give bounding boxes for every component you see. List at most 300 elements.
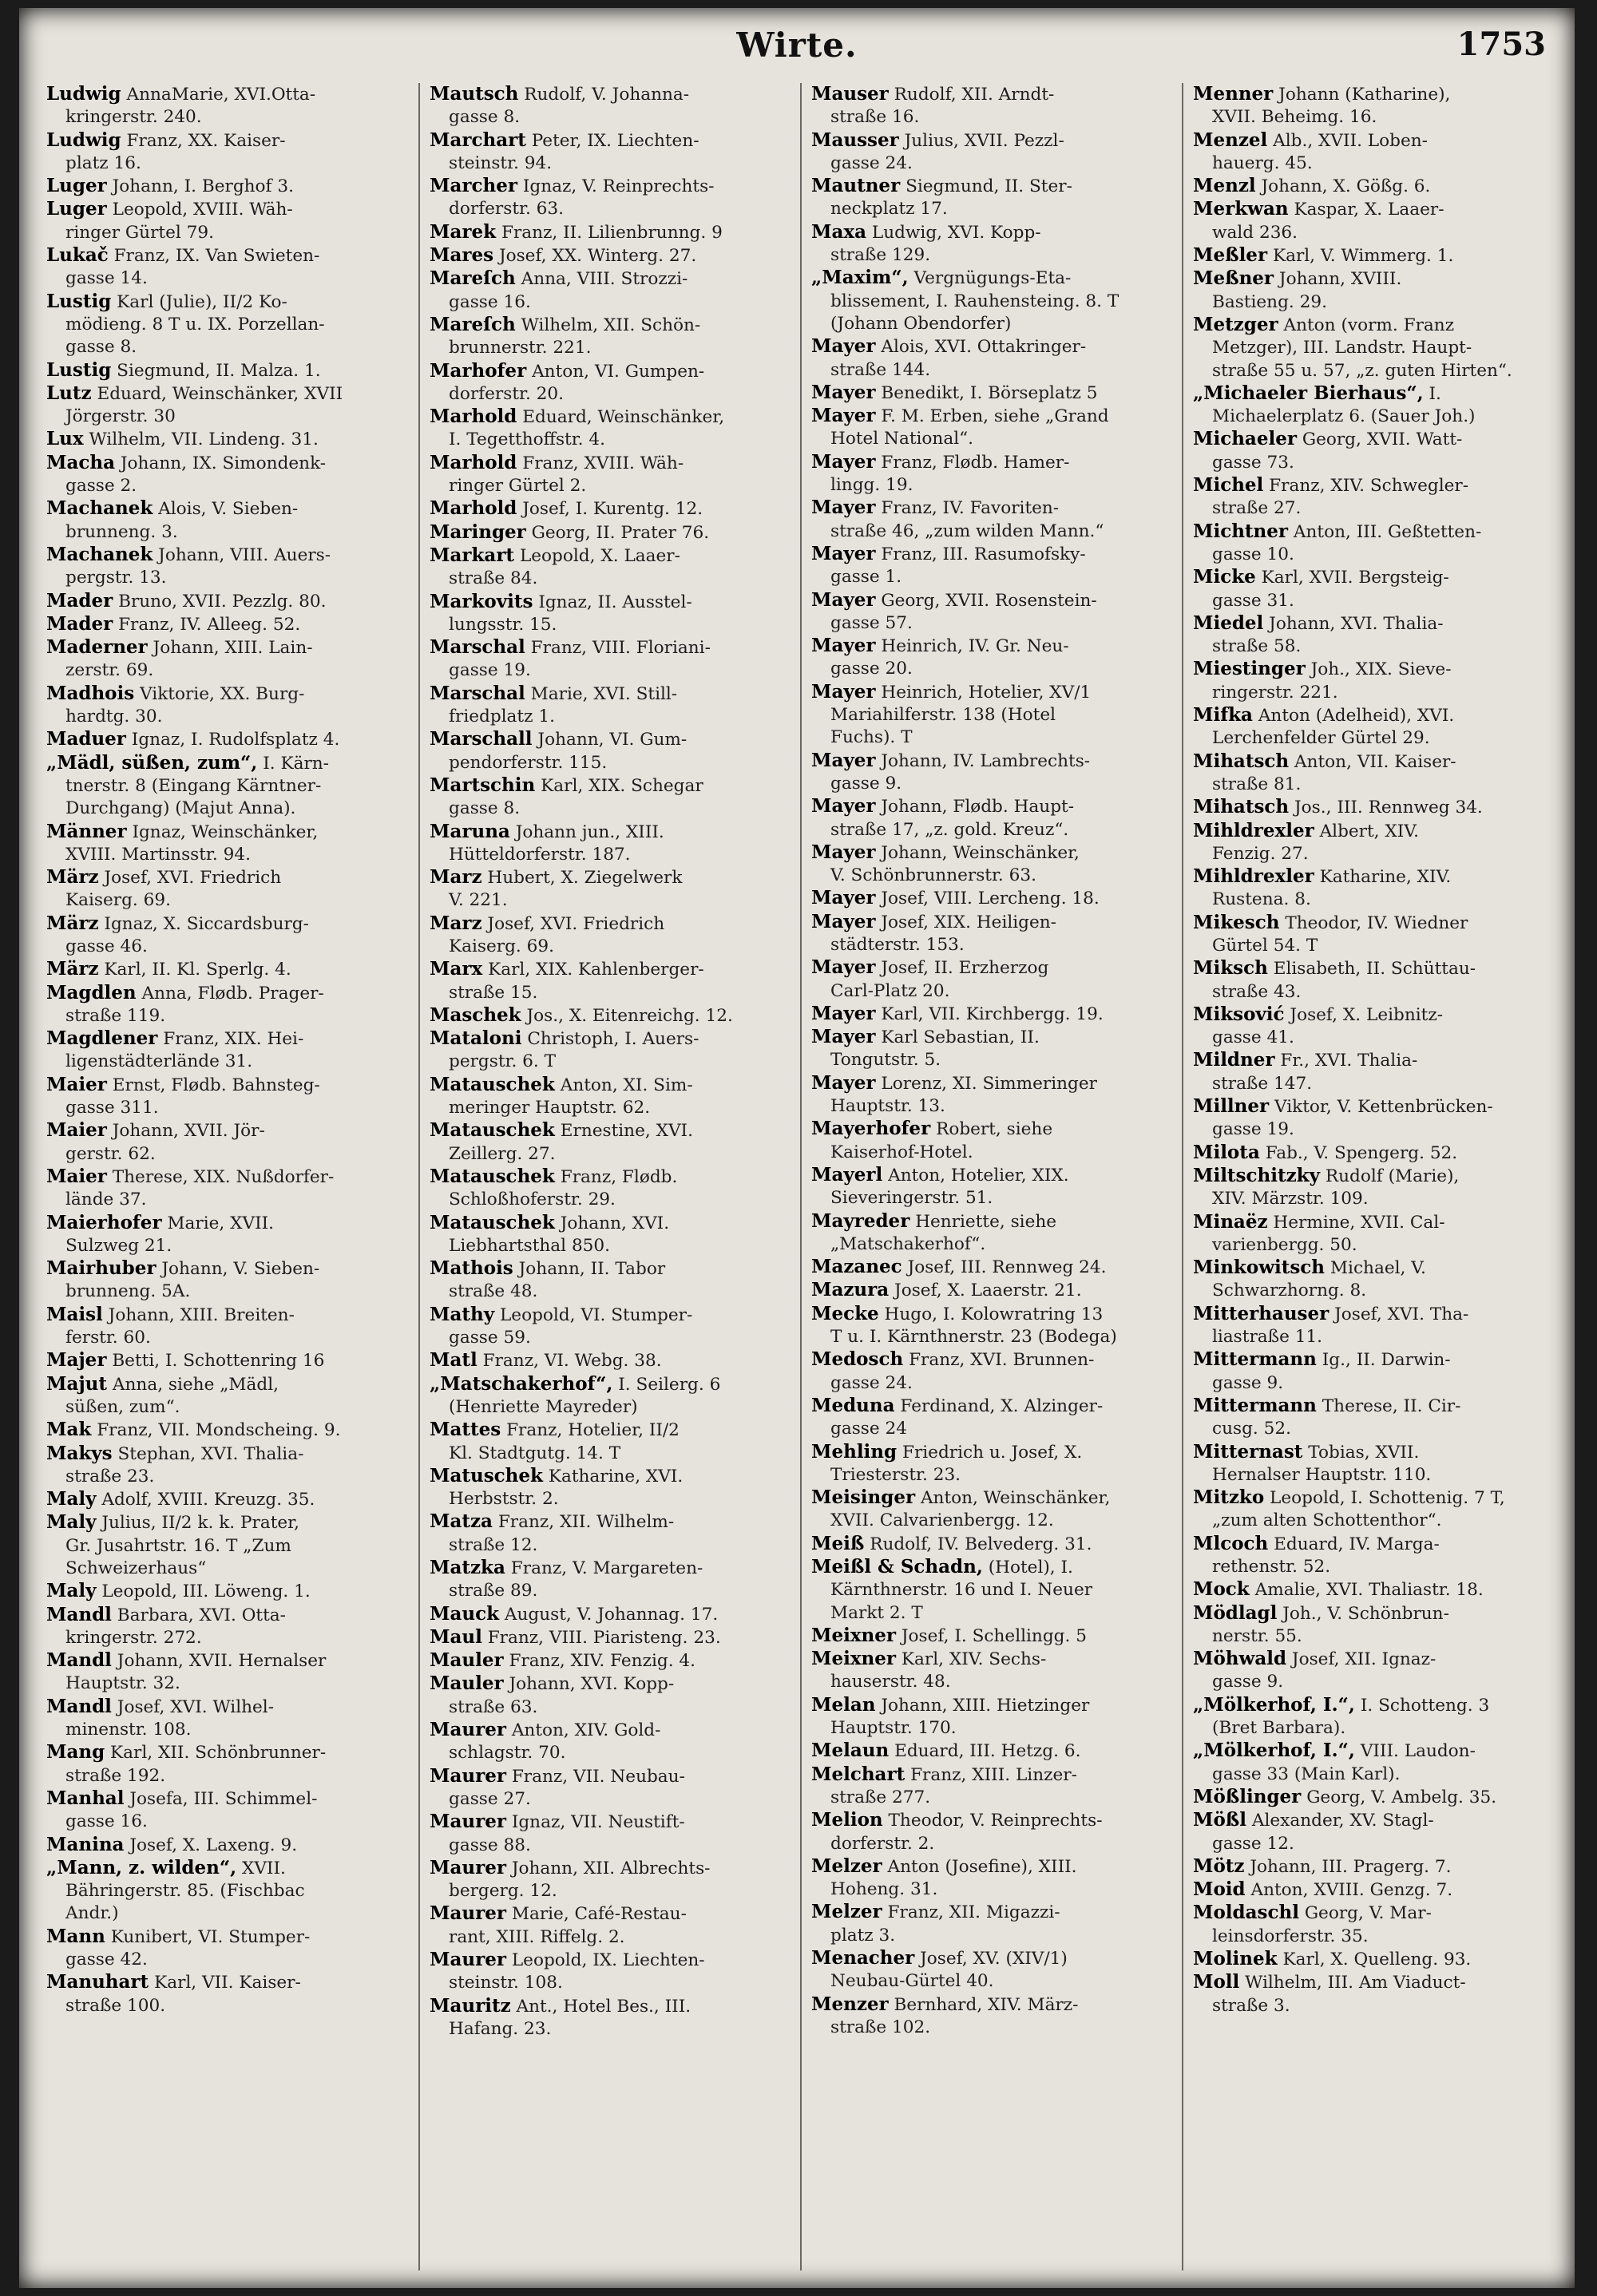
- entry-name: Melaun: [811, 1740, 890, 1762]
- entry-text: straße 58.: [1212, 636, 1302, 657]
- entry-line: [430, 1949, 787, 1972]
- entry-line: [46, 1443, 404, 1466]
- entry-name: Marschall: [430, 728, 533, 750]
- entry-line: [1193, 106, 1551, 129]
- entry-text: straße 23.: [65, 1466, 155, 1486]
- entry-name: Mausser: [811, 129, 899, 151]
- entry-text: Georg, XVII. Watt-: [1302, 430, 1463, 450]
- entry-line: [1193, 1878, 1551, 1902]
- entry-text: gasse 19.: [449, 660, 531, 681]
- directory-entry: [1183, 1348, 1554, 1395]
- entry-text: gasse 33 (Main Karl).: [1212, 1764, 1401, 1784]
- entry-name: Markart: [430, 544, 515, 566]
- column-4: [1182, 83, 1554, 2270]
- entry-name: Mildner: [1193, 1049, 1275, 1071]
- entry-name: Lutz: [46, 382, 92, 404]
- entry-name: Mayer: [811, 749, 876, 771]
- entry-line: [1193, 1118, 1551, 1141]
- entry-text: Franz, VII. Neubau-: [511, 1766, 685, 1787]
- directory-entry: [802, 1072, 1172, 1118]
- entry-text: I. Tegetthoffstr. 4.: [449, 430, 606, 450]
- entry-line: [811, 1625, 1169, 1648]
- directory-entry: [37, 497, 407, 544]
- entry-text: blissement, I. Rauhensteing. 8. T: [830, 291, 1119, 311]
- entry-line: [811, 1671, 1169, 1693]
- entry-line: [46, 636, 404, 659]
- entry-line: [811, 819, 1169, 841]
- entry-text: Liebhartsthal 850.: [449, 1235, 611, 1256]
- entry-line: [430, 866, 787, 889]
- entry-line: [811, 221, 1169, 244]
- directory-entry: [420, 175, 791, 221]
- entry-line: [811, 1256, 1169, 1279]
- entry-line: [811, 335, 1169, 358]
- directory-entry: [802, 405, 1172, 451]
- entry-text: Wilhelm, VII. Lindeng. 31.: [89, 430, 319, 450]
- entry-text: Ant., Hotel Bes., III.: [516, 1996, 692, 2017]
- directory-entry: [1183, 1533, 1554, 1579]
- entry-line: [1193, 981, 1551, 1004]
- entry-text: Franz, XIV. Schwegler-: [1269, 476, 1468, 497]
- entry-text: Hernalser Hauptstr. 110.: [1212, 1464, 1432, 1485]
- entry-line: [46, 1419, 404, 1442]
- entry-text: Franz, II. Lilienbrunng. 9: [501, 222, 723, 243]
- entry-text: Kaspar, X. Laaer-: [1294, 200, 1444, 220]
- entry-text: Durchgang) (Majut Anna).: [65, 798, 296, 819]
- entry-line: [46, 1166, 404, 1189]
- directory-entry: [802, 1003, 1172, 1026]
- entry-line: [46, 1119, 404, 1142]
- entry-line: [811, 474, 1169, 497]
- entry-line: [46, 291, 404, 314]
- entry-name: Mauler: [430, 1649, 504, 1672]
- directory-entry: [37, 1349, 407, 1372]
- directory-entry: [420, 83, 791, 129]
- directory-entry: [1183, 428, 1554, 474]
- directory-entry: [420, 1373, 791, 1419]
- directory-entry: [420, 774, 791, 821]
- entry-name: Möhwald: [1193, 1648, 1287, 1670]
- entry-text: gasse 10.: [1212, 544, 1294, 564]
- entry-text: Herbststr. 2.: [449, 1489, 559, 1510]
- entry-text: Therese, II. Cir-: [1322, 1395, 1461, 1416]
- entry-text: cusg. 52.: [1212, 1419, 1291, 1439]
- entry-name: Mödlagl: [1193, 1601, 1278, 1624]
- entry-line: [46, 1995, 404, 2017]
- entry-line: [46, 613, 404, 636]
- entry-text: Fab., V. Spengerg. 52.: [1265, 1142, 1458, 1163]
- entry-line: [430, 659, 787, 682]
- entry-text: Franz, VII. Mondscheing. 9.: [97, 1420, 341, 1441]
- entry-name: Mayer: [811, 956, 876, 979]
- entry-line: [1193, 337, 1551, 359]
- directory-entry: [1183, 1902, 1554, 1948]
- entry-text: Robert, siehe: [936, 1119, 1053, 1140]
- entry-line: [46, 1673, 404, 1695]
- entry-line: [811, 1464, 1169, 1486]
- entry-text: Bernhard, XIV. März-: [894, 1994, 1079, 2015]
- entry-text: Josef, III. Rennweg 24.: [907, 1257, 1107, 1278]
- entry-text: Rudolf, V. Johanna-: [524, 85, 690, 105]
- entry-text: (Bret Barbara).: [1212, 1718, 1346, 1739]
- entry-line: [430, 1051, 787, 1073]
- entry-text: Schweizerhaus“: [65, 1558, 207, 1578]
- entry-name: „Mädl, süßen, zum“,: [46, 751, 258, 774]
- entry-text: Hauptstr. 32.: [65, 1673, 180, 1694]
- entry-text: süßen, zum“.: [65, 1396, 180, 1417]
- directory-entry: [37, 1696, 407, 1742]
- entry-line: [811, 1326, 1169, 1348]
- entry-text: Fr., XVI. Thalia-: [1280, 1051, 1418, 1071]
- page-title: Wirte.: [736, 26, 858, 65]
- entry-line: [46, 1281, 404, 1303]
- entry-text: Franz, XII. Migazzi-: [887, 1902, 1060, 1923]
- directory-entry: [802, 1648, 1172, 1694]
- entry-name: Moll: [1193, 1971, 1240, 1993]
- entry-name: Mader: [46, 612, 113, 635]
- directory-entry: [37, 1787, 407, 1834]
- entry-text: Siegmund, II. Malza. 1.: [117, 360, 321, 381]
- entry-name: Meixner: [811, 1648, 897, 1670]
- entry-text: Kaiserg. 69.: [449, 936, 554, 956]
- entry-name: Mittermann: [1193, 1348, 1317, 1371]
- entry-text: gasse 24: [830, 1419, 907, 1439]
- entry-text: Anton, Weinschänker,: [920, 1488, 1111, 1509]
- entry-line: [811, 704, 1169, 726]
- entry-line: [1193, 1833, 1551, 1855]
- entry-text: dorferstr. 20.: [449, 383, 565, 404]
- directory-entry: [1183, 912, 1554, 958]
- entry-line: [430, 1119, 787, 1142]
- directory-entry: [1183, 1257, 1554, 1303]
- entry-name: Mayerhofer: [811, 1118, 931, 1140]
- directory-entry: [802, 1809, 1172, 1855]
- entry-line: [430, 568, 787, 590]
- entry-name: Mayer: [811, 497, 876, 519]
- directory-entry: [1183, 1878, 1554, 1902]
- entry-name: Maschek: [430, 1004, 521, 1026]
- entry-name: Mayer: [811, 450, 876, 473]
- entry-text: Georg, V. Ambelg. 35.: [1306, 1787, 1497, 1807]
- entry-name: Mayer: [811, 841, 876, 863]
- entry-line: [430, 958, 787, 981]
- entry-line: [430, 244, 787, 267]
- entry-line: [1193, 1326, 1551, 1348]
- directory-entry: [420, 1649, 791, 1673]
- entry-name: Mazura: [811, 1279, 890, 1301]
- entry-line: [430, 1696, 787, 1719]
- entry-line: [811, 1878, 1169, 1901]
- entry-text: Johann, VIII. Auers-: [158, 544, 331, 565]
- directory-entry: [1183, 1211, 1554, 1257]
- entry-line: [1193, 129, 1551, 152]
- entry-text: straße 81.: [1212, 774, 1302, 794]
- entry-text: Johann, IV. Lambrechts-: [881, 750, 1091, 771]
- entry-text: Bastieng. 29.: [1212, 291, 1327, 312]
- entry-line: [46, 936, 404, 958]
- entry-line: [1193, 1395, 1551, 1418]
- entry-text: gasse 1.: [830, 567, 902, 588]
- entry-name: Maurer: [430, 1902, 506, 1925]
- directory-entry: [802, 1625, 1172, 1648]
- entry-text: Johann, XVI. Thalia-: [1269, 613, 1444, 634]
- entry-line: [46, 1949, 404, 1971]
- entry-line: [430, 475, 787, 497]
- entry-line: [811, 1095, 1169, 1118]
- entry-line: [46, 83, 404, 106]
- entry-text: Kunibert, VI. Stumper-: [110, 1926, 311, 1947]
- entry-text: Ferdinand, X. Alzinger-: [900, 1395, 1104, 1416]
- entry-line: [1193, 1049, 1551, 1072]
- entry-line: [430, 521, 787, 544]
- entry-line: [1193, 935, 1551, 957]
- entry-text: gasse 31.: [1212, 590, 1294, 611]
- entry-text: gasse 24.: [830, 1372, 913, 1393]
- entry-line: [1193, 590, 1551, 612]
- directory-entry: [37, 866, 407, 912]
- directory-entry: [1183, 796, 1554, 819]
- entry-line: [1193, 83, 1551, 106]
- entry-name: Marx: [430, 958, 483, 980]
- entry-text: Karl, II. Kl. Sperlg. 4.: [104, 960, 291, 980]
- entry-line: [46, 752, 404, 775]
- entry-line: [430, 844, 787, 866]
- entry-line: [811, 934, 1169, 956]
- entry-text: straße 119.: [65, 1005, 166, 1026]
- entry-line: [1193, 658, 1551, 681]
- entry-line: [811, 1740, 1169, 1763]
- entry-name: Lux: [46, 428, 84, 450]
- entry-line: [1193, 1809, 1551, 1832]
- entry-text: Josef, XV. (XIV/1): [920, 1949, 1068, 1969]
- directory-entry: [420, 1074, 791, 1120]
- directory-entry: [420, 129, 791, 176]
- column-3: [800, 83, 1172, 2270]
- entry-line: [1193, 1348, 1551, 1372]
- entry-name: Marhold: [430, 406, 517, 428]
- entry-text: Kaiserhof-Hotel.: [830, 1142, 973, 1162]
- entry-line: [811, 359, 1169, 382]
- entry-line: [811, 521, 1169, 543]
- entry-name: Manina: [46, 1833, 125, 1855]
- entry-name: Lustig: [46, 290, 112, 312]
- entry-name: Mayer: [811, 680, 876, 703]
- entry-line: [46, 1349, 404, 1372]
- entry-line: [811, 1210, 1169, 1233]
- entry-line: [46, 222, 404, 244]
- column-2: [418, 83, 791, 2270]
- entry-text: Ignaz, VII. Neustift-: [511, 1812, 685, 1833]
- entry-text: gasse 14.: [65, 268, 148, 289]
- entry-line: [46, 1834, 404, 1857]
- entry-line: [46, 1511, 404, 1534]
- entry-line: [430, 1074, 787, 1097]
- entry-text: Ignaz, II. Ausstel-: [538, 592, 692, 612]
- entry-text: Wilhelm, III. Am Viaduct-: [1245, 1973, 1466, 1993]
- entry-line: [1193, 1995, 1551, 2017]
- directory-entry: [802, 589, 1172, 635]
- entry-text: Josef, I. Schellingg. 5: [901, 1625, 1087, 1646]
- directory-entry: [1183, 1004, 1554, 1050]
- entry-line: [430, 889, 787, 912]
- entry-name: Matauschek: [430, 1073, 555, 1095]
- entry-name: Mann: [46, 1925, 105, 1947]
- entry-line: [430, 1557, 787, 1580]
- entry-text: Kaiserg. 69.: [65, 890, 171, 911]
- directory-entry: [37, 752, 407, 821]
- directory-entry: [802, 887, 1172, 910]
- entry-text: gasse 19.: [1212, 1119, 1294, 1140]
- entry-line: [46, 798, 404, 820]
- entry-text: straße 17, „z. gold. Kreuz“.: [830, 819, 1069, 840]
- entry-line: [430, 1788, 787, 1811]
- entry-name: Matuschek: [430, 1464, 543, 1486]
- directory-entry: [420, 1304, 791, 1350]
- entry-line: [811, 1579, 1169, 1601]
- entry-line: [1193, 566, 1551, 589]
- entry-text: Josefa, III. Schimmel-: [129, 1788, 318, 1809]
- directory-entry: [1183, 1395, 1554, 1441]
- entry-line: [46, 683, 404, 706]
- directory-entry: [1183, 1648, 1554, 1694]
- entry-name: März: [46, 958, 99, 980]
- directory-entry: [37, 728, 407, 751]
- entry-name: Mareſch: [430, 267, 516, 290]
- entry-name: Madhois: [46, 682, 135, 704]
- directory-entry: [420, 244, 791, 267]
- entry-name: Luger: [46, 198, 107, 220]
- entry-line: [1193, 1764, 1551, 1786]
- entry-name: Maier: [46, 1165, 107, 1187]
- entry-name: Marchart: [430, 129, 526, 151]
- entry-line: [430, 1166, 787, 1189]
- entry-text: Alexander, XV. Stagl-: [1251, 1811, 1434, 1831]
- entry-name: Mayer: [811, 910, 876, 932]
- entry-name: Mattes: [430, 1419, 501, 1441]
- entry-name: Molinek: [1193, 1948, 1278, 1970]
- entry-text: Jos., III. Rennweg 34.: [1294, 798, 1483, 818]
- entry-line: [430, 291, 787, 314]
- entry-name: Luger: [46, 175, 107, 197]
- entry-text: Gürtel 54. T: [1212, 935, 1318, 956]
- entry-line: [430, 198, 787, 220]
- entry-line: [1193, 544, 1551, 566]
- entry-text: gasse 16.: [449, 291, 531, 312]
- entry-text: Kärnthnerstr. 16 und I. Neuer: [830, 1580, 1093, 1601]
- entry-line: [811, 1901, 1169, 1924]
- directory-entry: [1183, 1578, 1554, 1601]
- entry-name: Matza: [430, 1510, 493, 1533]
- entry-line: [430, 1626, 787, 1649]
- entry-name: „Mölkerhof, I.“,: [1193, 1693, 1355, 1716]
- entry-text: kringerstr. 272.: [65, 1627, 202, 1648]
- directory-entry: [802, 750, 1172, 796]
- entry-text: straße 89.: [449, 1581, 538, 1601]
- entry-text: Ignaz, Weinschänker,: [132, 821, 319, 842]
- entry-name: Mataloni: [430, 1027, 522, 1050]
- entry-text: straße 27.: [1212, 498, 1302, 519]
- entry-name: Mandl: [46, 1603, 112, 1625]
- entry-text: gerstr. 62.: [65, 1143, 156, 1164]
- entry-line: [430, 152, 787, 175]
- entry-text: Anton (Josefine), XIII.: [887, 1856, 1077, 1877]
- directory-entry: [802, 1279, 1172, 1302]
- entry-text: Johann jun., XIII.: [515, 821, 664, 842]
- entry-text: Karl, VII. Kaiser-: [154, 1973, 301, 1993]
- entry-name: Majut: [46, 1372, 108, 1395]
- entry-line: [811, 658, 1169, 680]
- entry-name: Meßner: [1193, 267, 1274, 290]
- directory-entry: [1183, 129, 1554, 176]
- directory-entry: [1183, 175, 1554, 198]
- directory-entry: [802, 1441, 1172, 1487]
- entry-text: Katharine, XIV.: [1319, 867, 1452, 888]
- entry-text: gasse 88.: [449, 1835, 531, 1855]
- entry-line: [430, 1373, 787, 1396]
- directory-entry: [420, 1626, 791, 1649]
- directory-entry: [802, 221, 1172, 267]
- entry-line: [46, 1811, 404, 1833]
- directory-entry: [802, 1348, 1172, 1395]
- entry-text: Johann, XVIII.: [1278, 269, 1402, 290]
- entry-line: [1193, 222, 1551, 244]
- entry-name: Milota: [1193, 1141, 1260, 1163]
- directory-entry: [420, 1465, 791, 1511]
- entry-name: Maurer: [430, 1949, 506, 1971]
- entry-text: Alb., XVII. Loben-: [1273, 130, 1428, 151]
- directory-entry: [1183, 1142, 1554, 1165]
- entry-name: Magdlen: [46, 981, 137, 1004]
- entry-name: Melzer: [811, 1855, 882, 1877]
- entry-text: Franz, XIII. Linzer-: [910, 1764, 1077, 1785]
- entry-text: Tongutstr. 5.: [830, 1050, 941, 1071]
- entry-text: I.: [1429, 383, 1441, 404]
- entry-text: Johann, V. Sieben-: [161, 1259, 320, 1280]
- entry-line: [430, 1097, 787, 1119]
- entry-line: [46, 336, 404, 358]
- entry-line: [430, 452, 787, 475]
- entry-name: Männer: [46, 820, 127, 842]
- entry-line: [1193, 1971, 1551, 1994]
- entry-line: [46, 1558, 404, 1580]
- entry-line: [811, 1533, 1169, 1556]
- entry-line: [46, 1857, 404, 1880]
- directory-entry: [802, 956, 1172, 1003]
- entry-line: [430, 683, 787, 706]
- entry-name: Mayer: [811, 795, 876, 817]
- entry-text: Johann, XII. Albrechts-: [511, 1858, 711, 1878]
- directory-entry: [1183, 957, 1554, 1004]
- entry-line: [811, 382, 1169, 405]
- entry-text: Anna, siehe „Mädl,: [112, 1374, 279, 1395]
- directory-entry: [1183, 865, 1554, 912]
- entry-line: [46, 1741, 404, 1764]
- directory-entry: [37, 359, 407, 382]
- entry-text: Hubert, X. Ziegelwerk: [487, 868, 683, 889]
- directory-entry: [420, 1765, 791, 1811]
- entry-text: Leopold, XVIII. Wäh-: [112, 200, 293, 220]
- entry-name: Mitterhauser: [1193, 1302, 1330, 1324]
- directory-entry: [1183, 1809, 1554, 1855]
- directory-entry: [420, 1166, 791, 1212]
- directory-entry: [420, 591, 791, 637]
- entry-text: Anton, XIV. Gold-: [511, 1720, 661, 1741]
- directory-entry: [802, 382, 1172, 405]
- directory-entry: [420, 683, 791, 729]
- entry-text: Ignaz, X. Siccardsburg-: [104, 913, 309, 934]
- entry-line: [430, 1719, 787, 1742]
- entry-line: [811, 152, 1169, 175]
